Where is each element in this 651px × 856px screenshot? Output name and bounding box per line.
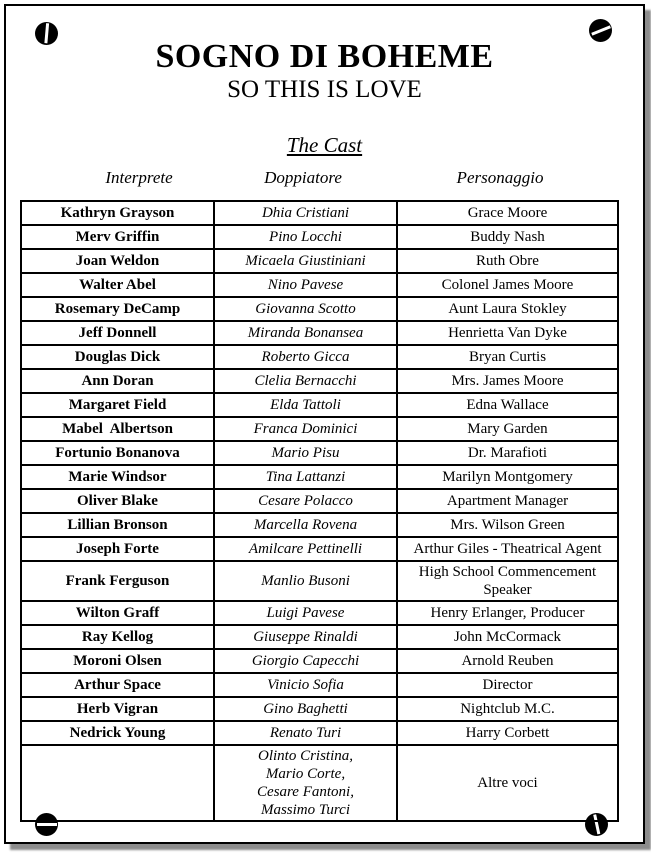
cell-personaggio: Ruth Obre: [397, 249, 618, 273]
cell-personaggio: Harry Corbett: [397, 721, 618, 745]
cell-interprete: Moroni Olsen: [21, 649, 214, 673]
cell-interprete: Ann Doran: [21, 369, 214, 393]
cell-personaggio: Arthur Giles - Theatrical Agent: [397, 537, 618, 561]
section-heading-text: The Cast: [286, 133, 363, 157]
cell-personaggio: Aunt Laura Stokley: [397, 297, 618, 321]
cast-table: [20, 200, 619, 822]
cell-interprete: Rosemary DeCamp: [21, 297, 214, 321]
cell-interprete: Joseph Forte: [21, 537, 214, 561]
cell-doppiatore: Luigi Pavese: [214, 601, 397, 625]
screw-slot: [591, 26, 610, 36]
cell-doppiatore: Miranda Bonansea: [214, 321, 397, 345]
cell-interprete: Joan Weldon: [21, 249, 214, 273]
table-row: [21, 537, 618, 561]
table-row: [21, 321, 618, 345]
table-row: [21, 625, 618, 649]
cell-interprete: Lillian Bronson: [21, 513, 214, 537]
cell-personaggio: Henry Erlanger, Producer: [397, 601, 618, 625]
table-row: [21, 489, 618, 513]
cell-interprete: Walter Abel: [21, 273, 214, 297]
cell-interprete: Margaret Field: [21, 393, 214, 417]
cell-personaggio: Mary Garden: [397, 417, 618, 441]
cell-personaggio: Arnold Reuben: [397, 649, 618, 673]
cell-doppiatore: Olinto Cristina, Mario Corte, Cesare Fantoni, Massimo Turci: [214, 745, 397, 821]
table-row: [21, 297, 618, 321]
cell-interprete: Douglas Dick: [21, 345, 214, 369]
cell-interprete: [21, 745, 214, 821]
section-heading: [6, 132, 643, 158]
table-row: [21, 673, 618, 697]
cell-doppiatore: Franca Dominici: [214, 417, 397, 441]
cell-doppiatore: Gino Baghetti: [214, 697, 397, 721]
page-title: SOGNO DI BOHEME: [155, 38, 494, 75]
cell-doppiatore: Renato Turi: [214, 721, 397, 745]
cell-personaggio: Dr. Marafioti: [397, 441, 618, 465]
cell-personaggio: Mrs. Wilson Green: [397, 513, 618, 537]
cell-doppiatore: Mario Pisu: [214, 441, 397, 465]
table-row: [21, 601, 618, 625]
cell-interprete: Fortunio Bonanova: [21, 441, 214, 465]
cell-doppiatore: Nino Pavese: [214, 273, 397, 297]
cell-doppiatore: Dhia Cristiani: [214, 201, 397, 225]
cell-interprete: Frank Ferguson: [21, 561, 214, 601]
cell-interprete: Wilton Graff: [21, 601, 214, 625]
cell-personaggio: Grace Moore: [397, 201, 618, 225]
table-row: [21, 417, 618, 441]
cell-personaggio: Nightclub M.C.: [397, 697, 618, 721]
cell-doppiatore: Amilcare Pettinelli: [214, 537, 397, 561]
table-row: [21, 441, 618, 465]
table-row: [21, 649, 618, 673]
cell-doppiatore: Roberto Gicca: [214, 345, 397, 369]
cell-doppiatore: Manlio Busoni: [214, 561, 397, 601]
cell-doppiatore: Tina Lattanzi: [214, 465, 397, 489]
cell-interprete: Merv Griffin: [21, 225, 214, 249]
cell-interprete: Mabel Albertson: [21, 417, 214, 441]
cell-doppiatore: Giorgio Capecchi: [214, 649, 397, 673]
cell-personaggio: Henrietta Van Dyke: [397, 321, 618, 345]
cell-personaggio: Colonel James Moore: [397, 273, 618, 297]
cell-interprete: Kathryn Grayson: [21, 201, 214, 225]
cell-personaggio: Bryan Curtis: [397, 345, 618, 369]
table-row: [21, 225, 618, 249]
cell-personaggio: Mrs. James Moore: [397, 369, 618, 393]
cell-doppiatore: Cesare Polacco: [214, 489, 397, 513]
column-header-interprete: Interprete: [105, 168, 173, 187]
cell-doppiatore: Giuseppe Rinaldi: [214, 625, 397, 649]
cell-interprete: Herb Vigran: [21, 697, 214, 721]
table-row: [21, 273, 618, 297]
table-row: [21, 249, 618, 273]
cell-doppiatore: Micaela Giustiniani: [214, 249, 397, 273]
cell-interprete: Arthur Space: [21, 673, 214, 697]
cell-doppiatore: Giovanna Scotto: [214, 297, 397, 321]
cell-personaggio: Buddy Nash: [397, 225, 618, 249]
table-row: [21, 465, 618, 489]
cell-doppiatore: Vinicio Sofia: [214, 673, 397, 697]
column-header-doppiatore: Doppiatore: [264, 168, 342, 187]
screw-slot: [37, 823, 57, 826]
table-row: [21, 369, 618, 393]
cell-doppiatore: Elda Tattoli: [214, 393, 397, 417]
cell-personaggio: John McCormack: [397, 625, 618, 649]
table-row: [21, 201, 618, 225]
cell-interprete: Ray Kellog: [21, 625, 214, 649]
cell-doppiatore: Clelia Bernacchi: [214, 369, 397, 393]
cell-personaggio: High School Commencement Speaker: [397, 561, 618, 601]
cell-doppiatore: Marcella Rovena: [214, 513, 397, 537]
cell-interprete: Jeff Donnell: [21, 321, 214, 345]
cell-interprete: Oliver Blake: [21, 489, 214, 513]
cell-personaggio: Edna Wallace: [397, 393, 618, 417]
column-header-personaggio: Personaggio: [456, 168, 544, 187]
cell-personaggio: Altre voci: [397, 745, 618, 821]
table-row: [21, 393, 618, 417]
cell-personaggio: Director: [397, 673, 618, 697]
document-page: [4, 4, 645, 844]
cell-interprete: Marie Windsor: [21, 465, 214, 489]
cell-personaggio: Marilyn Montgomery: [397, 465, 618, 489]
table-row: [21, 721, 618, 745]
table-row: [21, 561, 618, 601]
table-row: [21, 345, 618, 369]
cell-interprete: Nedrick Young: [21, 721, 214, 745]
table-row: [21, 513, 618, 537]
table-row: [21, 745, 618, 821]
cell-doppiatore: Pino Locchi: [214, 225, 397, 249]
page-subtitle: SO THIS IS LOVE: [227, 76, 422, 103]
cell-personaggio: Apartment Manager: [397, 489, 618, 513]
table-row: [21, 697, 618, 721]
